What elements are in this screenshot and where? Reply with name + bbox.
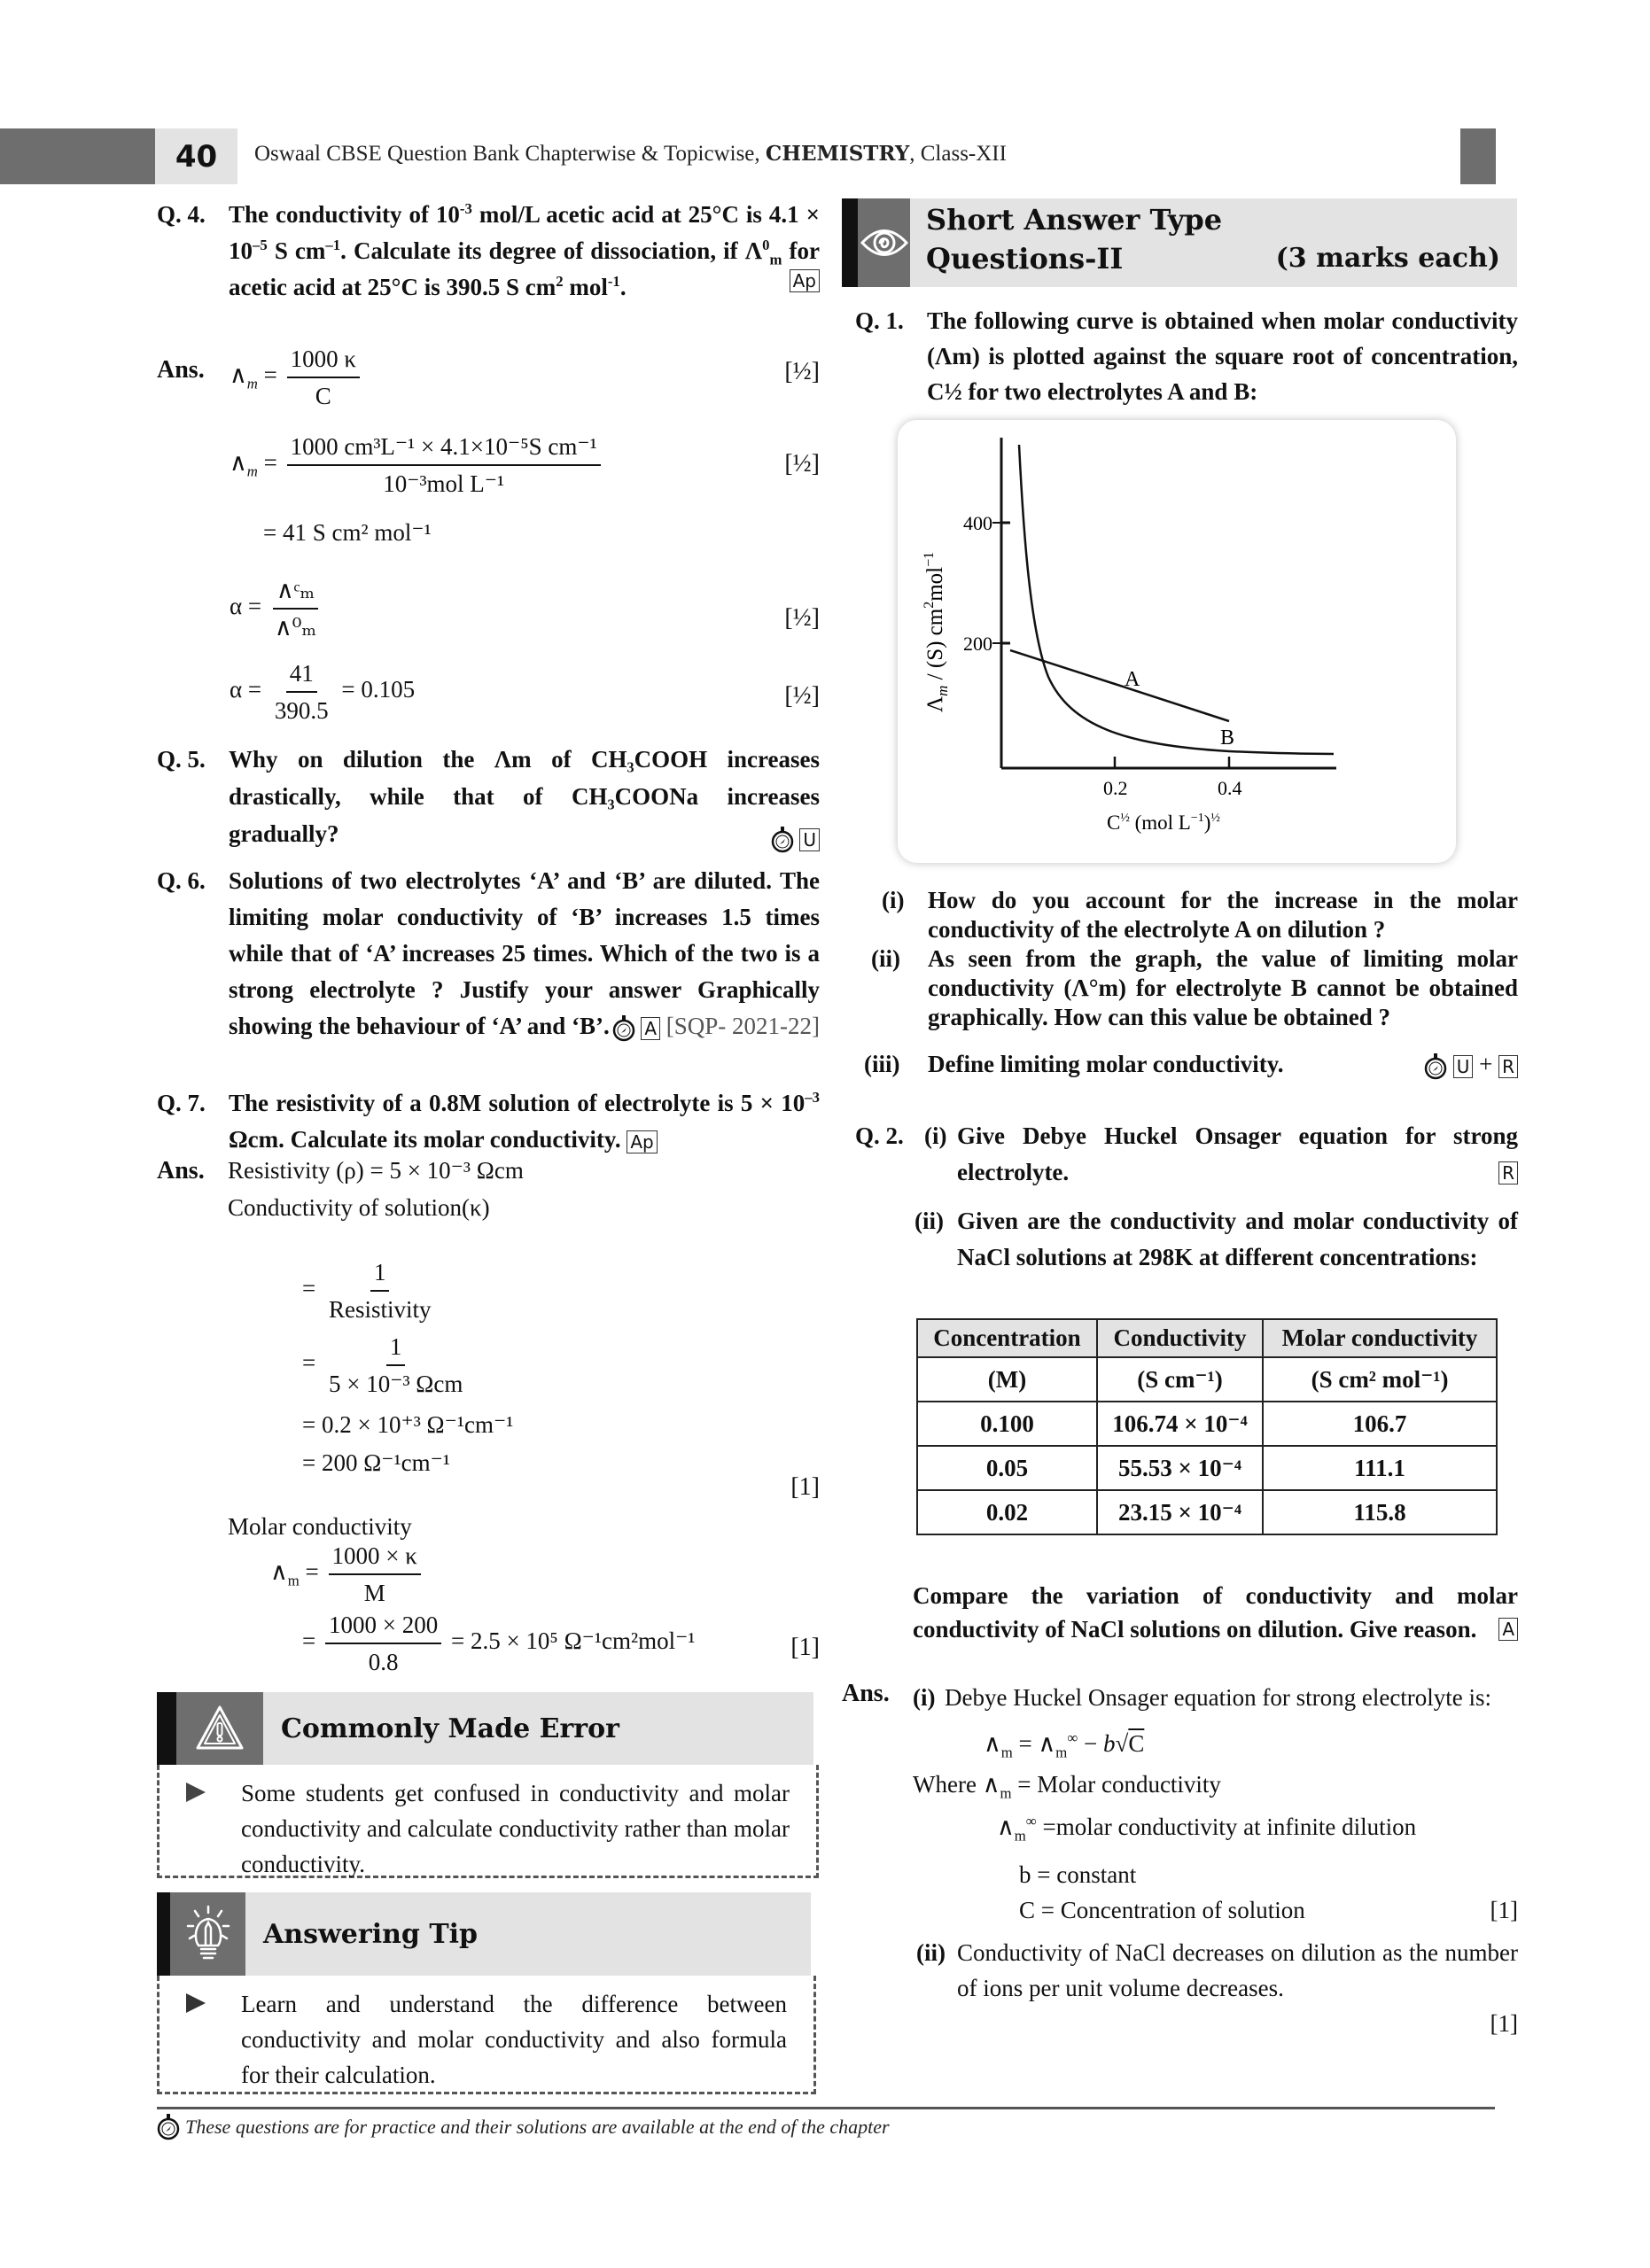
table-units-row	[917, 1357, 1497, 1402]
section-title-line-2	[926, 239, 1511, 278]
compass-icon	[1424, 1053, 1447, 1080]
question-text: Ωcm. Calculate its molar conductivity.	[229, 1126, 621, 1153]
q4-sub: m	[769, 251, 782, 268]
marks-label: [½]	[784, 682, 820, 710]
q2-part-i	[855, 1118, 1518, 1191]
subscript: m	[287, 1572, 300, 1589]
box-title: Commonly Made Error	[281, 1713, 619, 1744]
q4-text: mol/L acetic acid at 25°C is 4.1 × 10	[229, 201, 820, 264]
question-text: Why on dilution the Λm of CH₃COOH increases drastically, while that of CH₃COONa increases gradually?	[229, 746, 820, 847]
table-header-row	[917, 1319, 1497, 1357]
numerator: 1000 × 200	[325, 1609, 441, 1644]
part-item	[864, 1050, 1518, 1079]
numerator: 1000 cm³L⁻¹ × 4.1×10⁻⁵S cm⁻¹	[287, 431, 601, 466]
part-text: As seen from the graph, the value of limiting molar conductivity (Λ°m) for electrolyte B cannot be obtained graphically. How can this value be obtained ?	[928, 945, 1518, 1030]
lambda-symbol: ∧	[270, 1558, 288, 1586]
numerator: ∧ᶜₘ	[273, 574, 318, 610]
header-band-right	[1460, 128, 1496, 184]
error-box-header	[157, 1692, 813, 1765]
accent-bar	[157, 1692, 176, 1765]
result: = 2.5 × 10⁵ Ω⁻¹cm²mol⁻¹	[450, 1627, 696, 1655]
marks-label: [½]	[784, 604, 820, 632]
answer-part-ii	[913, 1935, 1518, 2006]
table-cell: 111.1	[1263, 1446, 1497, 1490]
footer-note	[157, 2114, 890, 2140]
denominator: C	[315, 383, 331, 409]
answer-label: Ans.	[157, 356, 205, 384]
table-cell: 55.53 × 10⁻⁴	[1097, 1446, 1263, 1490]
equation-step-5: α = $\frac{41}{390.5}$ = 0.105	[230, 657, 415, 726]
part-label: (ii)	[871, 945, 900, 972]
q4-sup: –5	[253, 237, 268, 253]
alpha-symbol: α	[230, 676, 243, 703]
box-title: Answering Tip	[263, 1918, 479, 1950]
answer-label: Ans.	[157, 1157, 205, 1184]
result: = 0.105	[341, 676, 416, 703]
difficulty-badge: A	[641, 1017, 660, 1040]
y-tick-200: 200	[963, 633, 992, 655]
question-1	[855, 303, 1518, 409]
equation: $\wedge_m$ = $\wedge_m^\infty - b√C$	[984, 1729, 1145, 1761]
q2-answer	[913, 1680, 1518, 2041]
icon-panel	[858, 198, 910, 287]
table-cell: 0.05	[917, 1446, 1097, 1490]
fraction	[287, 343, 360, 412]
question-number: Q. 1.	[855, 307, 904, 334]
q4-sup: 0	[762, 237, 770, 253]
header-title-prefix: Oswaal CBSE Question Bank Chapterwise & Topicwise,	[254, 142, 766, 166]
table-row	[917, 1402, 1497, 1446]
where-text: C = Concentration of solution	[1019, 1897, 1305, 1923]
table-cell: 0.100	[917, 1402, 1097, 1446]
eye-icon	[860, 222, 908, 263]
denominator: 10⁻³mol L⁻¹	[383, 470, 505, 497]
part-text: How do you account for the increase in the molar conductivity of the electrolyte A on dilution ?	[928, 887, 1518, 943]
part-label: (ii)	[916, 1939, 946, 1966]
question-text: The resistivity of a 0.8M solution of electrolyte is 5 × 10	[229, 1090, 806, 1116]
header-title-suffix: , Class-XII	[909, 142, 1007, 166]
tag-group	[1424, 1050, 1518, 1080]
denominator: Resistivity	[328, 1296, 432, 1323]
equation-step-1: $\wedge_m$ = $\frac{1000 \kappa}{C}$	[230, 343, 363, 412]
unit-cell: (M)	[917, 1357, 1097, 1402]
q4-sup: -1	[607, 273, 620, 290]
question-text: Solutions of two electrolytes ‘A’ and ‘B’ are diluted. The limiting molar conductivity of ‘B’ increases 1.5 times while that of ‘A’ increases 25 times. Which of the two is a strong electrolyte ? Justify your answer Graphically showing the behaviour of ‘A’ and ‘B’.	[229, 867, 820, 1039]
answer-line: = 0.2 × 10⁺³ Ω⁻¹cm⁻¹	[302, 1411, 514, 1438]
chart-card	[898, 420, 1456, 863]
where-line	[913, 1892, 1518, 1928]
q4-text: for acetic acid at 25°C is 390.5 S cm	[229, 237, 821, 300]
lambda-symbol: ∧	[230, 361, 247, 389]
lightbulb-icon	[186, 1905, 230, 1963]
difficulty-badge: U	[799, 828, 820, 851]
series-b-curve	[1019, 445, 1334, 754]
marks-label: [1]	[790, 1473, 820, 1501]
alpha-symbol: α	[230, 593, 243, 620]
answer-text: Conductivity of NaCl decreases on dilution as the number of ions per unit volume decreases.	[957, 1939, 1518, 2001]
section-title	[926, 200, 1511, 278]
question-4	[157, 197, 820, 306]
section-header	[842, 198, 1517, 287]
equation-fraction: $\wedge_m$ = $\frac{1000 \times \kappa}{M}$	[270, 1540, 424, 1609]
bullet-arrow-icon	[186, 1993, 206, 2013]
question-5	[157, 741, 820, 856]
question-7	[157, 1085, 820, 1158]
question-number: Q. 7.	[157, 1090, 206, 1116]
marks-label: [1]	[1490, 2010, 1518, 2037]
column-header: Molar conductivity	[1263, 1319, 1497, 1357]
section-title-line-1: Short Answer Type	[926, 203, 1223, 237]
fraction	[271, 657, 332, 726]
question-1-parts	[864, 886, 1518, 1080]
equation-step-3: = 41 S cm² mol⁻¹	[263, 519, 432, 546]
answer-text: Debye Huckel Onsager equation for strong electrolyte is:	[945, 1684, 1492, 1711]
fraction	[329, 1540, 421, 1609]
accent-bar	[157, 1892, 170, 1976]
table-cell: 115.8	[1263, 1490, 1497, 1534]
fraction	[271, 574, 320, 643]
answer-line: Resistivity (ρ) = 5 × 10⁻³ Ωcm	[228, 1157, 524, 1184]
question-text: The following curve is obtained when molar conductivity (Λm) is plotted against the square root of concentration, C½ for two electrolytes A and B:	[927, 307, 1518, 405]
numerator: 1000 × κ	[329, 1540, 421, 1575]
unit-cell: (S cm⁻¹)	[1097, 1357, 1263, 1402]
q4-text: . Calculate its degree of dissociation, if Λ	[340, 237, 763, 264]
difficulty-badge: A	[1498, 1618, 1518, 1641]
q7-sup: –3	[805, 1089, 820, 1106]
part-label: (ii)	[915, 1208, 944, 1234]
answer-part-i	[913, 1680, 1518, 1715]
table-row	[917, 1446, 1497, 1490]
table-cell: 23.15 × 10⁻⁴	[1097, 1490, 1263, 1534]
lambda-symbol: ∧	[230, 449, 247, 477]
equation-step-4: α = $\frac{\text{∧ᶜₘ}}{\text{∧⁰ₘ}}$	[230, 574, 323, 643]
equation-fraction: = $\frac{1}{\text{5 × 10⁻³ Ωcm}}$	[302, 1331, 470, 1400]
q2-compare	[913, 1579, 1518, 1646]
running-header	[254, 142, 1007, 167]
column-header: Conductivity	[1097, 1319, 1263, 1357]
nacl-conductivity-table	[916, 1318, 1498, 1535]
question-number: Q. 2.	[855, 1122, 904, 1149]
q4-text: mol	[563, 274, 608, 300]
part-label: (i)	[882, 887, 905, 913]
subscript: m	[246, 375, 258, 392]
marks-label: [1]	[1490, 1897, 1518, 1923]
q4-text: .	[619, 274, 627, 300]
fraction	[325, 1331, 466, 1400]
header-band-left	[0, 128, 155, 184]
series-a-label: A	[1125, 668, 1140, 691]
where-line: $\wedge_m^\infty$ =molar conductivity at infinite dilution	[997, 1813, 1417, 1845]
marks-label: [1]	[790, 1634, 820, 1661]
question-number: Q. 6.	[157, 867, 206, 894]
q4-sup: -3	[459, 200, 472, 217]
y-axis-label: $\Lambda_m / (S)$ $cm^2mol^{-1}$	[922, 551, 951, 712]
where-line: b = constant	[1019, 1861, 1137, 1888]
answer-line: Conductivity of solution(κ)	[228, 1194, 490, 1221]
compare-text: Compare the variation of conductivity and molar conductivity of NaCl solutions on dilution. Give reason.	[913, 1582, 1518, 1643]
footer-divider	[157, 2107, 1495, 2109]
x-tick-0.2: 0.2	[1103, 777, 1128, 799]
y-tick-400: 400	[963, 512, 992, 534]
series-b-label: B	[1220, 726, 1235, 750]
numerator: 1	[370, 1256, 390, 1292]
compass-icon	[157, 2114, 180, 2140]
answer-line: = 200 Ω⁻¹cm⁻¹	[302, 1449, 450, 1476]
numerator: 41	[286, 657, 317, 693]
difficulty-badge: R	[1498, 1161, 1518, 1184]
section-marks: (3 marks each)	[1275, 243, 1500, 274]
question-number: Q. 4.	[157, 201, 206, 228]
part-label: (i)	[924, 1122, 947, 1149]
subscript: m	[246, 462, 258, 480]
warning-triangle-icon	[195, 1704, 245, 1753]
x-tick-0.4: 0.4	[1218, 777, 1242, 799]
denominator: M	[363, 1580, 385, 1606]
denominator: ∧⁰ₘ	[274, 614, 317, 641]
tip-box-header	[157, 1892, 811, 1976]
icon-panel	[176, 1692, 263, 1765]
answer-line: Molar conductivity	[228, 1513, 412, 1540]
difficulty-badge: Ap	[790, 269, 820, 292]
equation-step-2: $\wedge_m$ = $\frac{\text{1000 cm³L⁻¹ × 4.1×10⁻⁵S cm⁻¹}}{\text{10⁻³mol L⁻¹}}$	[230, 431, 604, 500]
q2-part-ii	[855, 1203, 1518, 1276]
table-row	[917, 1490, 1497, 1534]
box-text: Some students get confused in conductivity and molar conductivity and calculate conductivity rather than molar conductivity.	[241, 1780, 790, 1877]
q4-text: S cm	[267, 237, 326, 264]
difficulty-badge: U	[1453, 1055, 1474, 1078]
error-box-body	[157, 1765, 819, 1878]
part-label: (iii)	[864, 1051, 900, 1077]
tag-group	[612, 1008, 820, 1045]
molar-conductivity-chart	[898, 420, 1456, 863]
where-line: Where $\wedge_m$ = Molar conductivity	[913, 1771, 1221, 1802]
bullet-arrow-icon	[186, 1783, 206, 1802]
equation-fraction: = $\frac{1000 \times 200}{0.8}$ = 2.5 × 10⁵ Ω⁻¹cm²mol⁻¹	[302, 1609, 695, 1678]
marks-label: [½]	[784, 450, 820, 478]
equation-fraction: = $\frac{1}{\text{Resistivity}}$	[302, 1256, 439, 1325]
q4-text: The conductivity of 10	[229, 201, 460, 228]
denominator: 0.8	[368, 1649, 399, 1675]
part-text: Given are the conductivity and molar conductivity of NaCl solutions at 298K at different concentrations:	[957, 1208, 1518, 1270]
fraction	[287, 431, 601, 500]
difficulty-badge: R	[1498, 1055, 1518, 1078]
q4-sup: –1	[325, 237, 341, 253]
denominator: 5 × 10⁻³ Ωcm	[328, 1371, 463, 1397]
page-number: 40	[155, 128, 237, 184]
denominator: 390.5	[274, 697, 329, 724]
compass-icon	[771, 827, 794, 853]
part-text: Give Debye Huckel Onsager equation for strong electrolyte.	[957, 1122, 1518, 1185]
section-title-text: Questions-II	[926, 242, 1124, 276]
compass-icon	[612, 1015, 635, 1042]
part-item	[882, 886, 1518, 944]
box-text: Learn and understand the difference between conductivity and molar conductivity and also formula for their calculation.	[241, 1991, 787, 2088]
tip-box-body	[157, 1976, 816, 2094]
numerator: 1	[386, 1331, 406, 1366]
difficulty-badge: Ap	[627, 1130, 657, 1153]
unit-cell: (S cm² mol⁻¹)	[1263, 1357, 1497, 1402]
column-header: Concentration	[917, 1319, 1097, 1357]
q4-sup: 2	[556, 273, 564, 290]
fraction	[325, 1609, 441, 1678]
tag-group	[771, 819, 820, 856]
table-cell: 106.7	[1263, 1402, 1497, 1446]
footer-text: These questions are for practice and their solutions are available at the end of the chapter	[185, 2116, 890, 2138]
plus-sign: +	[1479, 1051, 1493, 1077]
question-6	[157, 863, 820, 1045]
part-label: (i)	[913, 1684, 936, 1711]
marks-label: [½]	[784, 358, 820, 385]
source-label: [SQP- 2021-22]	[665, 1013, 820, 1039]
icon-panel	[170, 1892, 245, 1976]
table-cell: 106.74 × 10⁻⁴	[1097, 1402, 1263, 1446]
table-cell: 0.02	[917, 1490, 1097, 1534]
part-text: Define limiting molar conductivity.	[928, 1051, 1284, 1077]
part-item	[871, 944, 1518, 1032]
fraction	[325, 1256, 435, 1325]
question-number: Q. 5.	[157, 746, 206, 773]
question-2	[855, 1118, 1518, 1276]
x-axis-label: $C^{\frac{1}{2}}$ (mol $L^{-1})^{\frac{1}{2}}$	[1107, 812, 1220, 834]
answer-label: Ans.	[842, 1680, 890, 1707]
numerator: 1000 κ	[287, 343, 360, 378]
accent-bar	[842, 198, 858, 287]
header-subject: CHEMISTRY	[765, 142, 910, 166]
